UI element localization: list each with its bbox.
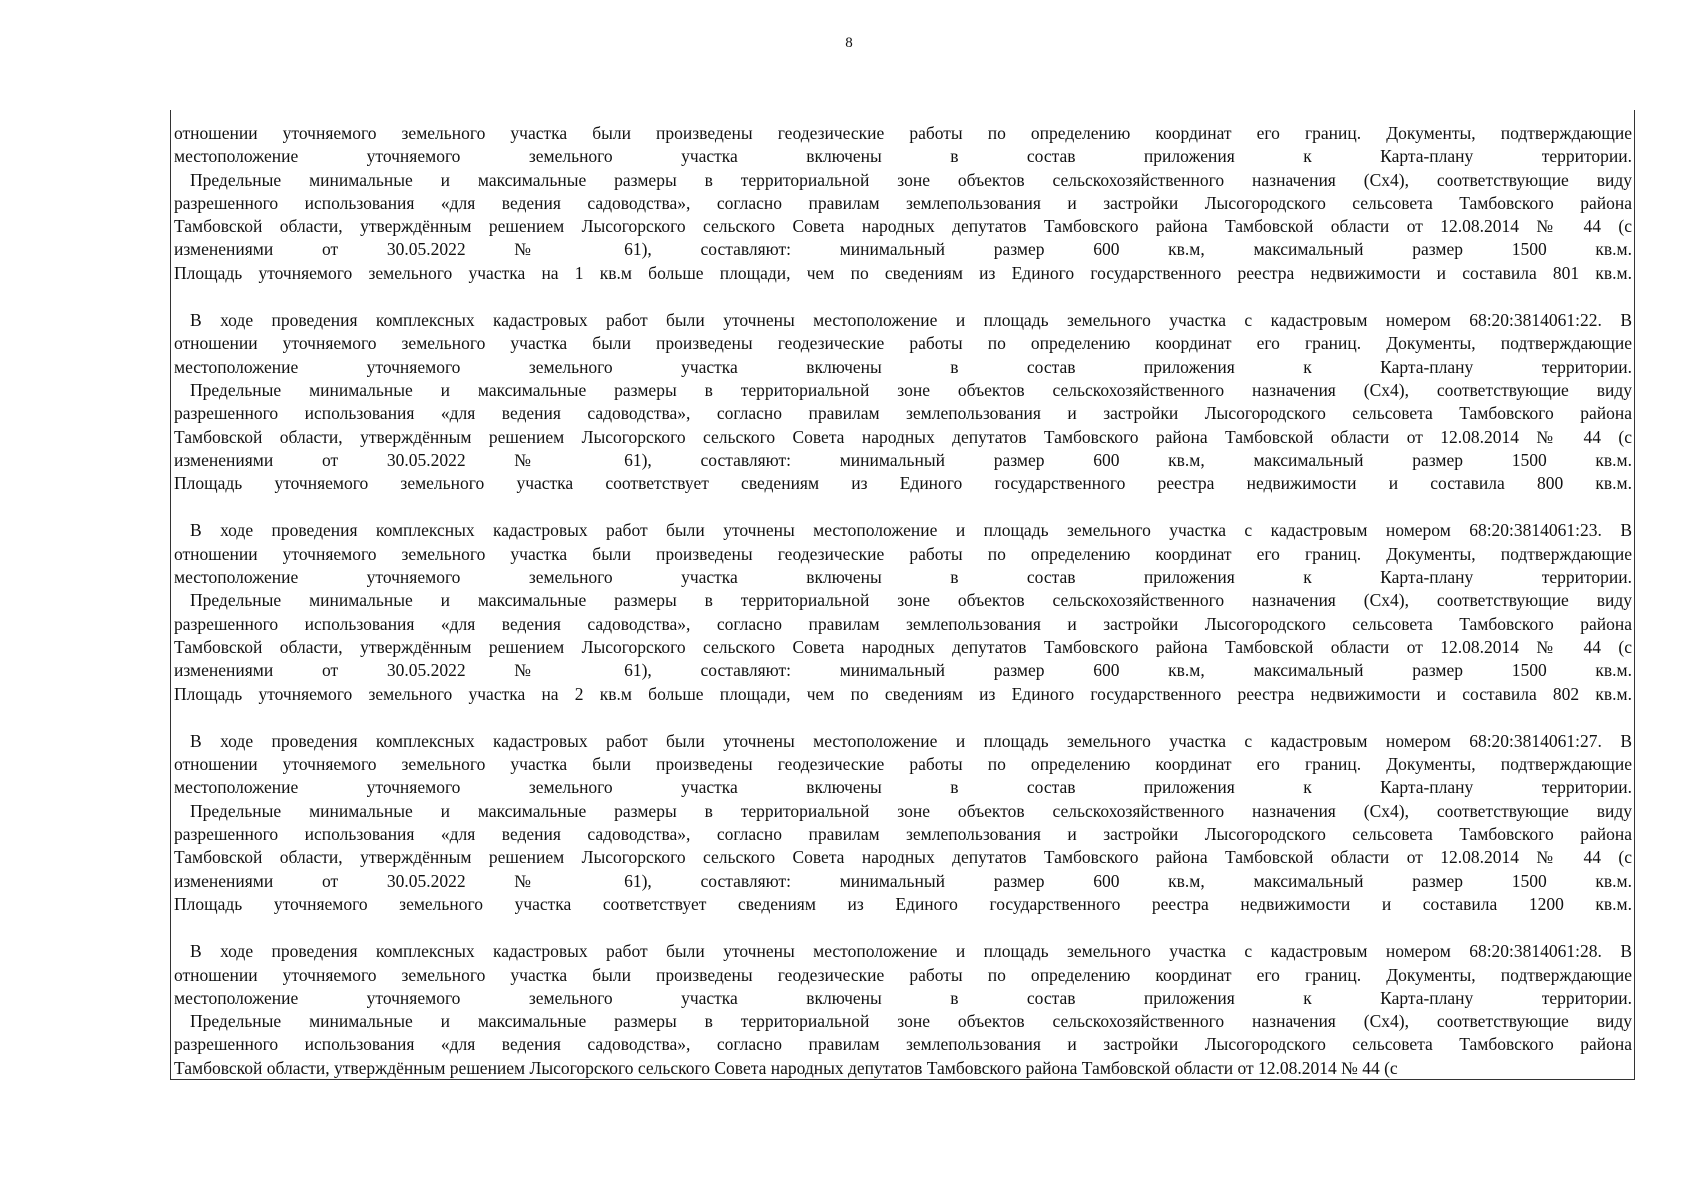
paragraph-block bbox=[174, 519, 1632, 705]
text-line: отношении уточняемого земельного участка были произведены геодезические работы по определению координат его границ. Документы, подтверждающие bbox=[174, 333, 1632, 354]
paragraph-block bbox=[174, 730, 1632, 916]
text-line: Предельные минимальные и максимальные размеры в территориальной зоне объектов сельскохозяйственного назначения (Сх4), соответствующие виду bbox=[190, 590, 1632, 611]
text-line: Тамбовской области, утверждённым решением Лысогорского сельского Совета народных депутатов Тамбовского района Тамбовской области от 12.08.2014 № 44 (с bbox=[174, 1057, 1398, 1078]
text-line: Тамбовской области, утверждённым решением Лысогорского сельского Совета народных депутатов Тамбовского района Тамбовской области от 12.08.2014 № 44 (с bbox=[174, 426, 1632, 447]
text-line: Тамбовской области, утверждённым решением Лысогорского сельского Совета народных депутатов Тамбовского района Тамбовской области от 12.08.2014 № 44 (с bbox=[174, 636, 1632, 657]
text-line: Предельные минимальные и максимальные размеры в территориальной зоне объектов сельскохозяйственного назначения (Сх4), соответствующие виду bbox=[190, 379, 1632, 400]
text-line: изменениями от 30.05.2022 № 61), составляют: минимальный размер 600 кв.м, максимальный размер 1500 кв.м. bbox=[174, 449, 1632, 470]
text-line: Предельные минимальные и максимальные размеры в территориальной зоне объектов сельскохозяйственного назначения (Сх4), соответствующие виду bbox=[190, 1011, 1632, 1032]
text-line: местоположение уточняемого земельного участка включены в состав приложения к Карта-плану территории. bbox=[174, 777, 1632, 798]
text-line: В ходе проведения комплексных кадастровых работ были уточнены местоположение и площадь земельного участка с кадастровым номером 68:20:3814061:28. В bbox=[190, 941, 1632, 962]
text-line: Тамбовской области, утверждённым решением Лысогорского сельского Совета народных депутатов Тамбовского района Тамбовской области от 12.08.2014 № 44 (с bbox=[174, 216, 1632, 237]
text-line: Площадь уточняемого земельного участка на 2 кв.м больше площади, чем по сведениям из Единого государственного реестра недвижимости и составила 802 кв.м. bbox=[174, 683, 1632, 704]
text-line: Площадь уточняемого земельного участка соответствует сведениям из Единого государственного реестра недвижимости и составила 800 кв.м. bbox=[174, 473, 1632, 494]
text-line: В ходе проведения комплексных кадастровых работ были уточнены местоположение и площадь земельного участка с кадастровым номером 68:20:3814061:22. В bbox=[190, 310, 1632, 331]
text-line: Тамбовской области, утверждённым решением Лысогорского сельского Совета народных депутатов Тамбовского района Тамбовской области от 12.08.2014 № 44 (с bbox=[174, 847, 1632, 868]
text-line: изменениями от 30.05.2022 № 61), составляют: минимальный размер 600 кв.м, максимальный размер 1500 кв.м. bbox=[174, 239, 1632, 260]
text-line: отношении уточняемого земельного участка были произведены геодезические работы по определению координат его границ. Документы, подтверждающие bbox=[174, 123, 1632, 143]
paragraph-block bbox=[174, 122, 1632, 285]
text-line: В ходе проведения комплексных кадастровых работ были уточнены местоположение и площадь земельного участка с кадастровым номером 68:20:3814061:27. В bbox=[190, 730, 1632, 751]
paragraph-block bbox=[174, 309, 1632, 495]
text-line: отношении уточняемого земельного участка были произведены геодезические работы по определению координат его границ. Документы, подтверждающие bbox=[174, 754, 1632, 775]
text-line: Предельные минимальные и максимальные размеры в территориальной зоне объектов сельскохозяйственного назначения (Сх4), соответствующие виду bbox=[190, 800, 1632, 821]
text-line: разрешенного использования «для ведения садоводства», согласно правилам землепользования и застройки Лысогородского сельсовета Тамбовского района bbox=[174, 824, 1632, 845]
text-line: местоположение уточняемого земельного участка включены в состав приложения к Карта-плану территории. bbox=[174, 987, 1632, 1008]
page-number: 8 bbox=[845, 35, 853, 51]
text-line: разрешенного использования «для ведения садоводства», согласно правилам землепользования и застройки Лысогородского сельсовета Тамбовского района bbox=[174, 403, 1632, 424]
document-frame bbox=[170, 110, 1635, 1080]
paragraph-block bbox=[174, 940, 1632, 1080]
text-line: изменениями от 30.05.2022 № 61), составляют: минимальный размер 600 кв.м, максимальный размер 1500 кв.м. bbox=[174, 660, 1632, 681]
text-line: В ходе проведения комплексных кадастровых работ были уточнены местоположение и площадь земельного участка с кадастровым номером 68:20:3814061:23. В bbox=[190, 520, 1632, 541]
text-line: Предельные минимальные и максимальные размеры в территориальной зоне объектов сельскохозяйственного назначения (Сх4), соответствующие виду bbox=[190, 169, 1632, 190]
text-line: разрешенного использования «для ведения садоводства», согласно правилам землепользования и застройки Лысогородского сельсовета Тамбовского района bbox=[174, 1034, 1632, 1055]
text-line: Площадь уточняемого земельного участка соответствует сведениям из Единого государственного реестра недвижимости и составила 1200 кв.м. bbox=[174, 893, 1632, 914]
text-line: разрешенного использования «для ведения садоводства», согласно правилам землепользования и застройки Лысогородского сельсовета Тамбовского района bbox=[174, 192, 1632, 213]
text-line: отношении уточняемого земельного участка были произведены геодезические работы по определению координат его границ. Документы, подтверждающие bbox=[174, 964, 1632, 985]
text-line: изменениями от 30.05.2022 № 61), составляют: минимальный размер 600 кв.м, максимальный размер 1500 кв.м. bbox=[174, 870, 1632, 891]
text-line: местоположение уточняемого земельного участка включены в состав приложения к Карта-плану территории. bbox=[174, 146, 1632, 167]
text-line: местоположение уточняемого земельного участка включены в состав приложения к Карта-плану территории. bbox=[174, 567, 1632, 588]
text-line: отношении уточняемого земельного участка были произведены геодезические работы по определению координат его границ. Документы, подтверждающие bbox=[174, 543, 1632, 564]
text-line: разрешенного использования «для ведения садоводства», согласно правилам землепользования и застройки Лысогородского сельсовета Тамбовского района bbox=[174, 613, 1632, 634]
text-line: Площадь уточняемого земельного участка на 1 кв.м больше площади, чем по сведениям из Единого государственного реестра недвижимости и составила 801 кв.м. bbox=[174, 262, 1632, 283]
text-line: местоположение уточняемого земельного участка включены в состав приложения к Карта-плану территории. bbox=[174, 356, 1632, 377]
